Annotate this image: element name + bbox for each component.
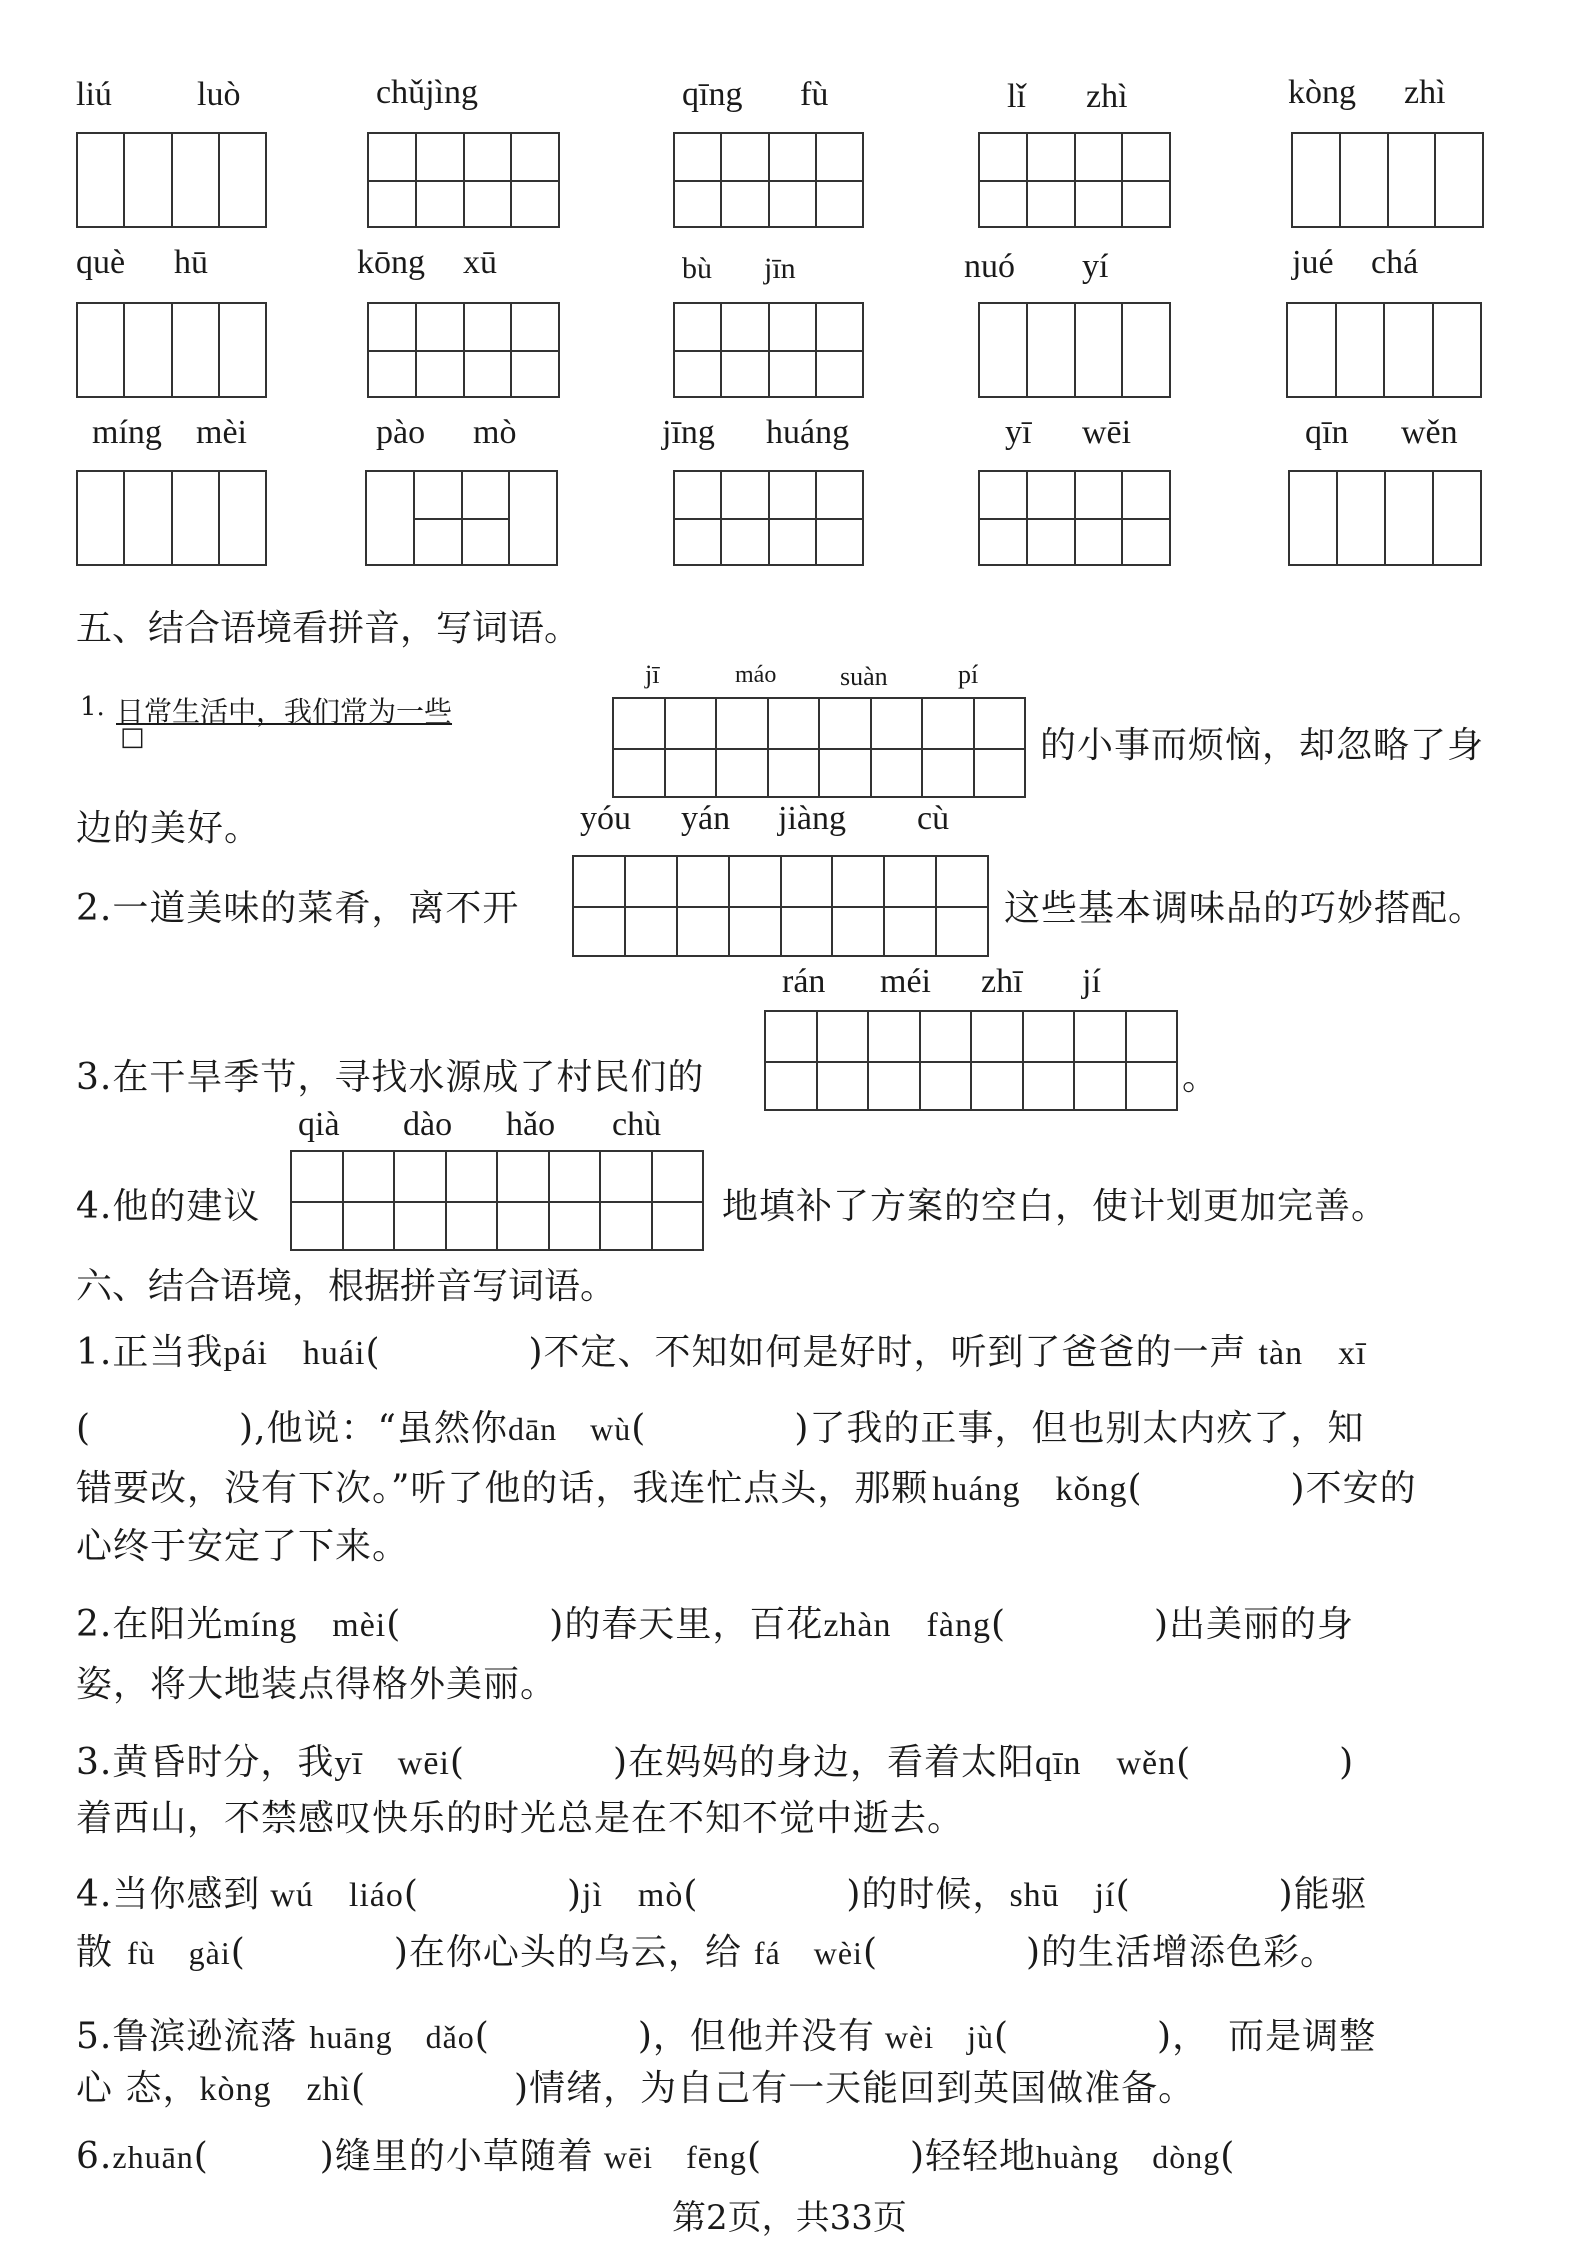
question-text: 的小事而烦恼，却忽略了身 xyxy=(1040,725,1485,766)
answer-blank[interactable]: ( ) xyxy=(1176,1742,1355,1783)
pinyin-label: dān wù xyxy=(507,1411,632,1447)
pinyin-label: zhàn fàng xyxy=(823,1607,991,1644)
pinyin-label: wēi xyxy=(1082,414,1132,451)
question-text: 4.他的建议 xyxy=(76,1186,261,1227)
pinyin-label: fù gài xyxy=(127,1935,231,1971)
pinyin-label: liú xyxy=(76,76,112,113)
pinyin-label: suàn xyxy=(840,662,888,691)
question-line xyxy=(76,1400,1364,1451)
pinyin-label: qīn xyxy=(1305,414,1349,451)
question-line: 2.在阳光míng mèi( )的春天里，百花zhàn fàng( )出美丽的身 xyxy=(76,1604,1355,1645)
question-text: 心终于安定了下来。 xyxy=(76,1526,410,1567)
pinyin-label: máo xyxy=(735,662,777,688)
answer-blank[interactable]: ( )了我的正事，但也别太内疚了，知 xyxy=(631,1408,1365,1449)
pinyin-label: bù xyxy=(682,252,712,285)
answer-grid[interactable] xyxy=(76,132,267,228)
pinyin-label: jí xyxy=(1082,963,1101,1000)
question-line: 心 态，kòng zhì( )情绪，为自己有一天能回到英国做准备。 xyxy=(76,2068,1196,2109)
pinyin-label: fá wèi xyxy=(753,1935,863,1971)
answer-grid[interactable] xyxy=(1291,132,1484,228)
question-line: 5.鲁滨逊流落 huāng dǎo( )，但他并没有 wèi jù( )， 而是调整 xyxy=(76,2016,1377,2057)
question-line: 6.zhuān( )缝里的小草随着 wēi fēng( )轻轻地huàng dòng( xyxy=(76,2136,1236,2177)
pinyin-label: luò xyxy=(197,76,241,113)
pinyin-label: zhuān xyxy=(112,2139,194,2175)
pinyin-label: wěn xyxy=(1401,414,1458,451)
pinyin-label: zhì xyxy=(1086,78,1128,115)
pinyin-label: fù xyxy=(800,76,829,113)
answer-grid[interactable] xyxy=(76,470,267,566)
answer-grid[interactable] xyxy=(978,132,1171,228)
answer-grid[interactable] xyxy=(1286,302,1482,398)
pinyin-label: qīn wěn xyxy=(1035,1745,1177,1782)
pinyin-label: jī xyxy=(645,660,660,689)
answer-blank[interactable]: ( )在妈妈的身边，看着太阳 xyxy=(449,1742,1035,1783)
answer-grid[interactable] xyxy=(612,697,1026,798)
answer-blank[interactable]: ( )轻轻地 xyxy=(746,2136,1037,2177)
pinyin-label: yī xyxy=(1005,414,1032,451)
answer-blank[interactable]: ( )情绪，为自己有一天能回到英国做准备。 xyxy=(351,2068,1196,2109)
answer-blank[interactable]: ( ) xyxy=(403,1874,582,1915)
pinyin-label: jīn xyxy=(764,252,796,285)
answer-blank[interactable]: ( ),他说：“虽然你 xyxy=(76,1408,508,1449)
pinyin-label: dào xyxy=(403,1106,453,1143)
pinyin-label: huáng kǒng xyxy=(932,1471,1128,1508)
question-text: 2.一道美味的菜肴，离不开 xyxy=(76,888,520,929)
pinyin-label: qīng xyxy=(682,76,743,113)
pinyin-label: rán xyxy=(782,963,826,1000)
answer-grid[interactable] xyxy=(673,302,864,398)
section-6-title: 六、结合语境，根据拼音写词语。 xyxy=(76,1266,617,1307)
answer-grid[interactable] xyxy=(76,302,267,398)
pinyin-label: mèi xyxy=(196,414,247,451)
question-text: 姿，将大地装点得格外美丽。 xyxy=(76,1664,558,1705)
page-number: 第2页，共33页 xyxy=(672,2198,907,2238)
pinyin-label: jué xyxy=(1292,244,1334,281)
pinyin-label: huáng xyxy=(766,414,850,451)
answer-blank[interactable]: ( )的春天里，百花 xyxy=(386,1604,824,1645)
answer-grid[interactable] xyxy=(367,132,560,228)
pinyin-label: wēi fēng xyxy=(603,2139,747,2175)
question-line: 4.当你感到 wú liáo( )jì mò( )的时候，shū jí( )能驱 xyxy=(76,1874,1368,1915)
pinyin-label: hū xyxy=(174,244,208,281)
pinyin-label: kōng xyxy=(357,244,425,281)
answer-blank[interactable]: ( )的生活增添色彩。 xyxy=(862,1932,1338,1973)
pinyin-label: wèi jù xyxy=(884,2019,994,2055)
question-text: 3.在干旱季节，寻找水源成了村民们的 xyxy=(76,1057,705,1098)
pinyin-label: kòng xyxy=(1288,74,1356,111)
answer-grid[interactable] xyxy=(978,302,1171,398)
pinyin-label: shū jí xyxy=(1009,1877,1116,1914)
pinyin-label: lǐ xyxy=(1007,78,1026,115)
pinyin-label: hǎo xyxy=(506,1106,556,1143)
section-5-title: 五、结合语境看拼音，写词语。 xyxy=(76,608,581,649)
pinyin-label: wú liáo xyxy=(270,1877,404,1914)
question-line: 3.黄昏时分，我yī wēi( )在妈妈的身边，看着太阳qīn wěn( ) xyxy=(76,1742,1355,1783)
pinyin-label: yī wēi xyxy=(334,1745,450,1782)
pinyin-label: kòng zhì xyxy=(199,2071,351,2108)
answer-blank[interactable]: ( )的时候， xyxy=(683,1874,1010,1915)
pinyin-label: xū xyxy=(463,244,497,281)
pinyin-label: yóu xyxy=(580,800,631,837)
answer-grid[interactable] xyxy=(1288,470,1482,566)
question-line: 错要改，没有下次。”听了他的话，我连忙点头，那颗 huáng kǒng( )不安的 xyxy=(76,1468,1417,1509)
answer-blank[interactable]: ( )不定、不知如何是好时，听到了爸爸的一声 xyxy=(365,1332,1247,1373)
question-text: 这些基本调味品的巧妙搭配。 xyxy=(1004,888,1486,929)
pinyin-label: jiàng xyxy=(778,800,846,837)
answer-grid[interactable] xyxy=(572,855,989,957)
answer-blank[interactable]: ( )， 而是调整 xyxy=(993,2016,1377,2057)
pinyin-label: huàng dòng xyxy=(1036,2139,1221,2175)
pinyin-label: pái huái xyxy=(223,1335,366,1372)
answer-blank[interactable]: ( )出美丽的身 xyxy=(990,1604,1355,1645)
pinyin-label: míng mèi xyxy=(223,1607,387,1644)
question-number: 1. xyxy=(80,692,105,722)
pinyin-label: zhī xyxy=(981,963,1023,1000)
blank-mark: □ xyxy=(120,722,145,752)
pinyin-label: jīng xyxy=(662,414,715,451)
answer-grid[interactable] xyxy=(367,302,560,398)
pinyin-label: chù xyxy=(612,1106,662,1143)
pinyin-label: míng xyxy=(92,414,162,451)
pinyin-label: pí xyxy=(958,660,979,689)
pinyin-label: huāng dǎo xyxy=(309,2019,475,2055)
question-line: 1.正当我pái huái( )不定、不知如何是好时，听到了爸爸的一声 tàn xī xyxy=(76,1332,1367,1373)
answer-blank[interactable]: ( )能驱 xyxy=(1115,1874,1368,1915)
question-lead: 日常生活中，我们常为一些 xyxy=(116,695,453,728)
pinyin-label: tàn xī xyxy=(1258,1335,1367,1372)
pinyin-label: méi xyxy=(880,963,931,1000)
pinyin-label: yán xyxy=(681,800,731,837)
pinyin-label: mò xyxy=(473,414,517,451)
pinyin-label: chǔjìng xyxy=(376,74,478,111)
pinyin-label: qià xyxy=(298,1106,340,1143)
answer-blank[interactable]: ( )不安的 xyxy=(1127,1468,1417,1509)
answer-grid[interactable] xyxy=(764,1010,1178,1111)
answer-blank[interactable]: ( )，但他并没有 xyxy=(474,2016,875,2057)
answer-grid[interactable] xyxy=(673,470,864,566)
answer-grid[interactable] xyxy=(365,470,558,566)
answer-blank[interactable]: ( )缝里的小草随着 xyxy=(193,2136,594,2177)
pinyin-label: pào xyxy=(376,414,426,451)
answer-blank[interactable]: ( xyxy=(1220,2136,1236,2177)
pinyin-label: zhì xyxy=(1404,74,1446,111)
question-text: 着西山，不禁感叹快乐的时光总是在不知不觉中逝去。 xyxy=(76,1798,965,1839)
question-text: 边的美好。 xyxy=(76,808,262,849)
pinyin-label: què xyxy=(76,244,126,281)
pinyin-label: jì mò xyxy=(582,1877,684,1914)
pinyin-label: cù xyxy=(917,800,950,837)
question-text: 。 xyxy=(1182,1057,1220,1098)
pinyin-label: yí xyxy=(1082,248,1109,285)
answer-grid[interactable] xyxy=(673,132,864,228)
answer-grid[interactable] xyxy=(290,1150,704,1251)
pinyin-label: chá xyxy=(1371,244,1419,281)
answer-grid[interactable] xyxy=(978,470,1171,566)
answer-blank[interactable]: ( )在你心头的乌云，给 xyxy=(230,1932,742,1973)
question-text: 地填补了方案的空白，使计划更加完善。 xyxy=(722,1186,1389,1227)
question-line: 散 fù gài( )在你心头的乌云，给 fá wèi( )的生活增添色彩。 xyxy=(76,1932,1338,1973)
pinyin-label: nuó xyxy=(964,248,1015,285)
